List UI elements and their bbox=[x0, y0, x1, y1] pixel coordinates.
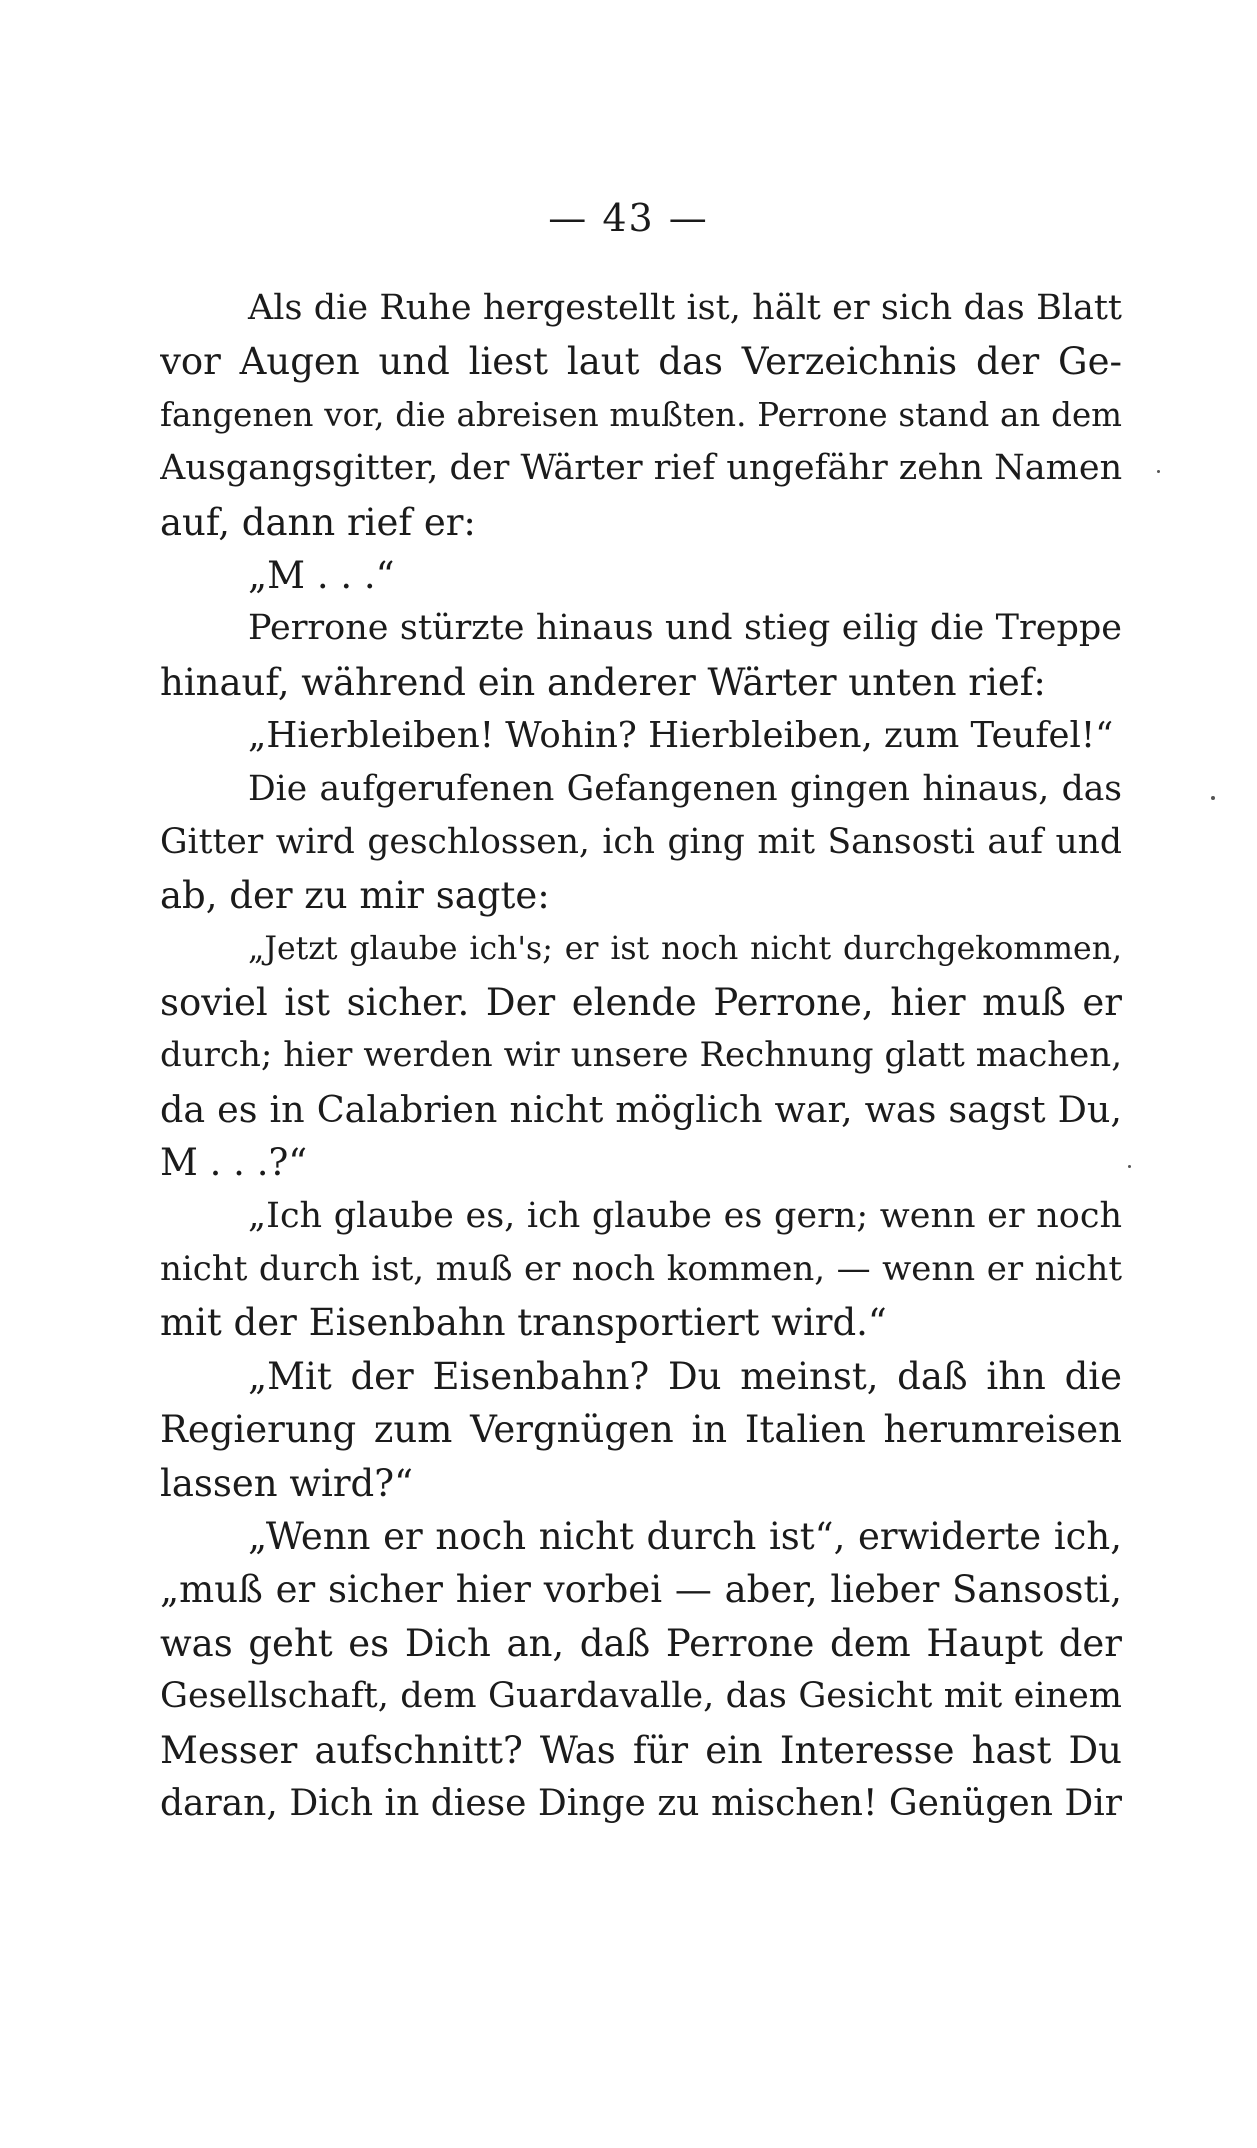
text-line: Gesellschaft, dem Guardavalle, das Gesicht mit einem bbox=[160, 1676, 1122, 1717]
text-line: hinauf, während ein anderer Wärter unten rief: bbox=[160, 660, 1046, 704]
text-line: Perrone stürzte hinaus und stieg eilig die Treppe bbox=[248, 608, 1122, 649]
text-line: Gitter wird geschlossen, ich ging mit Sansosti auf und bbox=[160, 821, 1122, 862]
page-number: — 43 — bbox=[548, 196, 709, 240]
text-line: M . . .?“ bbox=[160, 1141, 308, 1185]
text-line: Als die Ruhe hergestellt ist, hält er sich das Blatt bbox=[248, 288, 1122, 328]
text-line: vor Augen und liest laut das Verzeichnis der Ge- bbox=[160, 340, 1122, 384]
text-line: „Ich glaube es, ich glaube es gern; wenn er noch bbox=[248, 1195, 1122, 1236]
text-line: Die aufgerufenen Gefangenen gingen hinaus, das bbox=[248, 768, 1122, 809]
text-line: „Mit der Eisenbahn? Du meinst, daß ihn die bbox=[248, 1354, 1122, 1398]
text-line: daran, Dich in diese Dinge zu mischen! Genügen Dir bbox=[160, 1782, 1122, 1824]
text-line: „muß er sicher hier vorbei — aber, lieber Sansosti, bbox=[160, 1568, 1122, 1612]
text-line: auf, dann rief er: bbox=[160, 500, 476, 544]
text-line: Ausgangsgitter, der Wärter rief ungefähr zehn Namen bbox=[160, 448, 1122, 489]
body-text bbox=[160, 282, 1122, 1830]
text-line: „Wenn er noch nicht durch ist“, erwiderte ich, bbox=[248, 1514, 1122, 1558]
text-line: fangenen vor, die abreisen mußten. Perrone stand an dem bbox=[160, 395, 1122, 434]
print-speck bbox=[1128, 1165, 1131, 1168]
text-line: ab, der zu mir sagte: bbox=[160, 874, 550, 918]
text-line: soviel ist sicher. Der elende Perrone, hier muß er bbox=[160, 981, 1122, 1025]
text-line: was geht es Dich an, daß Perrone dem Haupt der bbox=[160, 1621, 1122, 1665]
text-line: Messer aufschnitt? Was für ein Interesse hast Du bbox=[160, 1728, 1122, 1772]
text-line: durch; hier werden wir unsere Rechnung glatt machen, bbox=[160, 1035, 1122, 1076]
print-speck bbox=[1157, 470, 1160, 473]
text-line: „Jetzt glaube ich's; er ist noch nicht durchgekommen, bbox=[248, 930, 1122, 967]
text-line: nicht durch ist, muß er noch kommen, — wenn er nicht bbox=[160, 1249, 1122, 1290]
text-line: lassen wird?“ bbox=[160, 1461, 413, 1505]
text-line: mit der Eisenbahn transportiert wird.“ bbox=[160, 1301, 887, 1345]
text-line: „Hierbleiben! Wohin? Hierbleiben, zum Teufel!“ bbox=[248, 715, 1114, 757]
text-line: „M . . .“ bbox=[248, 553, 395, 597]
text-line: Regierung zum Vergnügen in Italien herumreisen bbox=[160, 1408, 1122, 1452]
text-line: da es in Calabrien nicht möglich war, was sagst Du, bbox=[160, 1087, 1122, 1131]
print-speck bbox=[1211, 796, 1215, 800]
